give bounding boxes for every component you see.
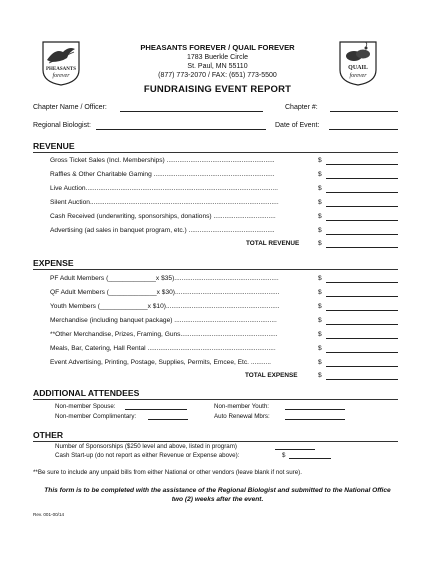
org-name: PHEASANTS FOREVER / QUAIL FOREVER — [140, 43, 295, 52]
expense-heading: EXPENSE — [33, 258, 74, 268]
dollar-sign: $ — [318, 213, 322, 220]
revenue-divider — [33, 152, 398, 153]
nonmember-spouse-field[interactable] — [125, 409, 187, 410]
chapter-number-field[interactable] — [330, 111, 398, 112]
revenue-amount-field[interactable] — [326, 234, 398, 235]
revenue-heading: REVENUE — [33, 141, 75, 151]
report-title: FUNDRAISING EVENT REPORT — [143, 84, 292, 95]
date-of-event-field[interactable] — [329, 129, 398, 130]
nonmember-complimentary-label: Non-member Complimentary: — [55, 413, 137, 420]
revenue-row — [0, 213, 435, 223]
expense-amount-field[interactable] — [326, 352, 398, 353]
dollar-sign: $ — [318, 171, 322, 178]
expense-row — [0, 345, 435, 355]
nonmember-youth-label: Non-member Youth: — [214, 403, 270, 410]
other-divider — [33, 441, 398, 442]
org-city: St. Paul, MN 55110 — [187, 63, 248, 70]
expense-item-label: Merchandise (including banquet package) ........................................................ — [50, 317, 277, 324]
expense-amount-field[interactable] — [326, 366, 398, 367]
dollar-sign: $ — [318, 275, 322, 282]
expense-row — [0, 303, 435, 313]
expense-item-label: PF Adult Members (_____________x $35)......................................................... — [50, 275, 279, 282]
svg-text:PHEASANTS: PHEASANTS — [45, 67, 77, 72]
revenue-item-label: Silent Auction....................................................................................................... — [50, 199, 279, 206]
revenue-row — [0, 199, 435, 209]
sponsorships-label: Number of Sponsorships ($250 level and above, listed in program) — [55, 443, 237, 450]
expense-row — [0, 331, 435, 341]
auto-renewal-field[interactable] — [285, 419, 345, 420]
expense-row — [0, 275, 435, 285]
expense-item-label: Event Advertising, Printing, Postage, Supplies, Permits, Emcee, Etc. ........... — [50, 359, 271, 366]
revenue-amount-field[interactable] — [326, 178, 398, 179]
pheasants-forever-logo — [41, 40, 81, 86]
svg-text:forever: forever — [349, 73, 367, 79]
total-revenue-row — [0, 240, 435, 250]
expense-row — [0, 359, 435, 369]
dollar-sign: $ — [318, 359, 322, 366]
expense-amount-field[interactable] — [326, 310, 398, 311]
svg-text:forever: forever — [52, 73, 70, 79]
org-address: 1783 Buerkle Circle — [186, 54, 249, 61]
dollar-sign: $ — [318, 185, 322, 192]
dollar-sign: $ — [318, 157, 322, 164]
dollar-sign: $ — [318, 240, 322, 247]
org-phone: (877) 773-2070 / FAX: (651) 773-5500 — [158, 72, 277, 79]
dollar-sign: $ — [282, 452, 286, 459]
revenue-item-label: Raffles & Other Charitable Gaming .................................................................. — [50, 171, 275, 178]
expense-item-label: QF Adult Members (_____________x $30)......................................................... — [50, 289, 280, 296]
attendees-heading: ADDITIONAL ATTENDEES — [33, 388, 140, 398]
regional-biologist-label: Regional Biologist: — [33, 122, 91, 129]
date-of-event-label: Date of Event: — [275, 122, 320, 129]
auto-renewal-label: Auto Renewal Mbrs: — [214, 413, 270, 420]
revenue-amount-field[interactable] — [326, 164, 398, 165]
attendees-divider — [33, 399, 398, 400]
total-revenue-label: TOTAL REVENUE — [246, 240, 300, 247]
total-expense-row — [0, 372, 435, 382]
cash-startup-field[interactable] — [289, 458, 331, 459]
expense-item-label: **Other Merchandise, Prizes, Framing, Guns..................................................... — [50, 331, 278, 338]
revenue-item-label: Gross Ticket Sales (Incl. Memberships) ........................................................... — [50, 157, 275, 164]
nonmember-spouse-label: Non-member Spouse: — [55, 403, 116, 410]
nonmember-youth-field[interactable] — [285, 409, 345, 410]
revenue-row — [0, 171, 435, 181]
regional-biologist-field[interactable] — [96, 129, 266, 130]
expense-row — [0, 317, 435, 327]
chapter-number-label: Chapter #: — [285, 104, 318, 111]
expense-amount-field[interactable] — [326, 296, 398, 297]
dollar-sign: $ — [318, 289, 322, 296]
quail-forever-logo — [338, 40, 378, 86]
other-heading: OTHER — [33, 430, 64, 440]
expense-amount-field[interactable] — [326, 338, 398, 339]
dollar-sign: $ — [318, 227, 322, 234]
total-revenue-field[interactable] — [326, 247, 398, 248]
revenue-item-label: Live Auction......................................................................................................... — [50, 185, 278, 192]
revision-code: Rev. 001-00/14 — [33, 512, 65, 517]
revenue-amount-field[interactable] — [326, 192, 398, 193]
total-expense-field[interactable] — [326, 379, 398, 380]
revenue-row — [0, 227, 435, 237]
unpaid-bills-note: **Be sure to include any unpaid bills from either National or other vendors (leave blank if not sure). — [33, 469, 302, 476]
expense-divider — [33, 269, 398, 270]
chapter-name-label: Chapter Name / Officer: — [33, 104, 107, 111]
nonmember-complimentary-field[interactable] — [148, 419, 188, 420]
expense-item-label: Meals, Bar, Catering, Hall Rental ...................................................................... — [50, 345, 276, 352]
dollar-sign: $ — [318, 372, 322, 379]
dollar-sign: $ — [318, 199, 322, 206]
expense-amount-field[interactable] — [326, 282, 398, 283]
footer-instructions: This form is to be completed with the assistance of the Regional Biologist and submitted to the National Office two (2) weeks after the event. — [44, 487, 391, 503]
revenue-amount-field[interactable] — [326, 206, 398, 207]
revenue-item-label: Cash Received (underwriting, sponsorships, donations) .................................. — [50, 213, 276, 220]
dollar-sign: $ — [318, 345, 322, 352]
dollar-sign: $ — [318, 331, 322, 338]
chapter-name-field[interactable] — [120, 111, 263, 112]
revenue-row — [0, 157, 435, 167]
total-expense-label: TOTAL EXPENSE — [245, 372, 298, 379]
revenue-row — [0, 185, 435, 195]
cash-startup-label: Cash Start-up (do not report as either Revenue or Expense above): — [55, 452, 240, 459]
expense-row — [0, 289, 435, 299]
expense-item-label: Youth Members (_____________x $10).............................................................. — [50, 303, 280, 310]
sponsorships-field[interactable] — [275, 449, 315, 450]
dollar-sign: $ — [318, 317, 322, 324]
dollar-sign: $ — [318, 303, 322, 310]
expense-amount-field[interactable] — [326, 324, 398, 325]
revenue-item-label: Advertising (ad sales in banquet program, etc.) ............................................... — [50, 227, 275, 234]
revenue-amount-field[interactable] — [326, 220, 398, 221]
svg-text:QUAIL: QUAIL — [348, 65, 368, 71]
